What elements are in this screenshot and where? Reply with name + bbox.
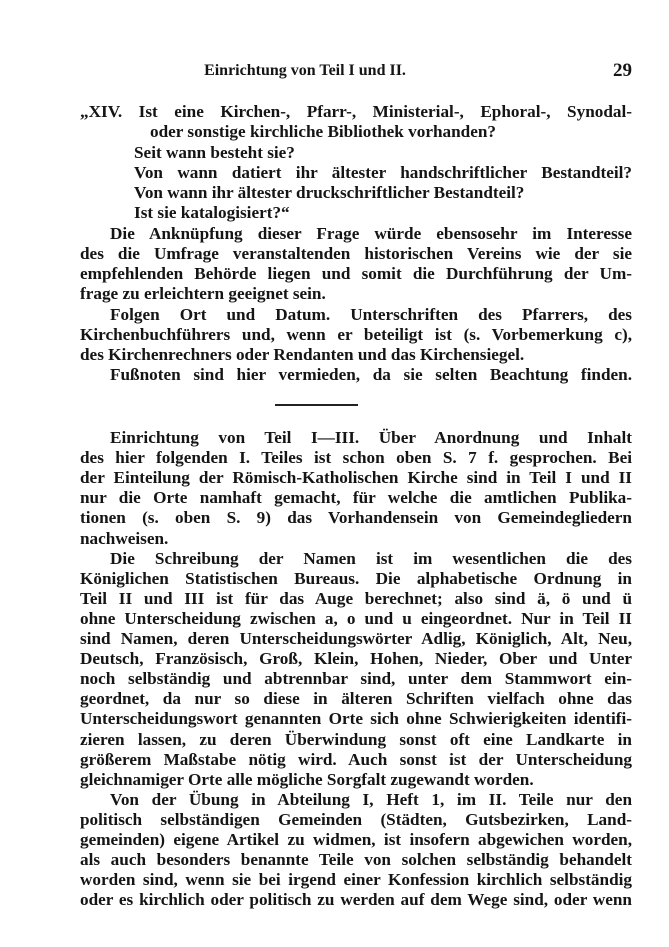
running-title: Einrichtung von Teil I und II. xyxy=(204,62,406,79)
text-line: sind Namen, deren Unterscheidungswörter Adlig, Königlich, Alt, Neu, xyxy=(80,629,632,648)
text-line: zieren lassen, zu deren Überwindung sonst oft eine Landkarte in xyxy=(80,729,632,749)
text-line: Einrichtung von Teil I—III. Über Anordnung und Inhalt xyxy=(110,428,632,447)
text-line: des Kirchenrechners oder Rendanten und das Kirchensiegel. xyxy=(80,345,525,364)
text-line: Teil II und III ist für das Auge berechnet; also sind ä, ö und ü xyxy=(80,588,632,608)
text-line: des die Umfrage veranstaltenden historischen Vereins wie der sie xyxy=(80,243,632,263)
page-number: 29 xyxy=(613,60,632,81)
text-line: Kirchenbuchführers und, wenn er beteiligt ist (s. Vorbemerkung c), xyxy=(80,324,632,344)
text-line: politisch selbständigen Gemeinden (Städten, Gutsbezirken, Land- xyxy=(80,809,632,829)
text-line: Seit wann besteht sie? xyxy=(134,142,295,162)
text-line: Fußnoten sind hier vermieden, da sie selten Beachtung finden. xyxy=(110,365,632,385)
text-line: worden sind, wenn sie bei irgend einer Konfession kirchlich selbständig xyxy=(80,870,632,890)
text-line: nur die Orte namhaft gemacht, für welche die amtlichen Publika- xyxy=(80,488,632,508)
text-line: größerem Maßstabe nötig wird. Auch sonst ist der Unterscheidung xyxy=(80,749,632,769)
text-line: empfehlenden Behörde liegen und somit die Durchführung der Um- xyxy=(80,264,632,283)
text-line: Die Anknüpfung dieser Frage würde ebensosehr im Interesse xyxy=(110,223,632,243)
text-line: geordnet, da nur so diese in älteren Schriften vielfach ohne das xyxy=(80,689,632,709)
text-line: ohne Unterscheidung zwischen a, o und u eingeordnet. Nur in Teil II xyxy=(80,608,632,628)
text-line: oder sonstige kirchliche Bibliothek vorhanden? xyxy=(150,122,497,142)
text-line: des hier folgenden I. Teiles ist schon oben S. 7 f. gesprochen. Bei xyxy=(80,448,632,468)
text-line: Die Schreibung der Namen ist im wesentlichen die des xyxy=(110,548,632,568)
text-line: frage zu erleichtern geeignet sein. xyxy=(80,284,326,304)
text-line: oder es kirchlich oder politisch zu werden auf dem Wege sind, oder wenn xyxy=(80,890,632,910)
text-line: gleichnamiger Orte alle mögliche Sorgfalt zugewandt worden. xyxy=(80,769,534,789)
text-line: Von wann datiert ihr ältester handschriftlicher Bestandteil? xyxy=(134,162,632,182)
text-line: „XIV. Ist eine Kirchen-, Pfarr-, Ministerial-, Ephoral-, Synodal- xyxy=(80,102,632,121)
text-line: Unterscheidungswort genannten Orte sich ohne Schwierigkeiten identifi- xyxy=(80,709,632,729)
text-line: noch selbständig und abtrennbar sind, unter dem Stammwort ein- xyxy=(80,669,632,689)
text-line: der Einteilung der Römisch-Katholischen Kirche sind in Teil I und II xyxy=(80,468,632,488)
text-line: Deutsch, Französisch, Groß, Klein, Hohen, Nieder, Ober und Unter xyxy=(80,649,632,669)
section-divider xyxy=(275,404,358,406)
text-line: Von der Übung in Abteilung I, Heft 1, im II. Teile nur den xyxy=(110,789,632,809)
text-line: Ist sie katalogisiert?“ xyxy=(134,203,290,223)
text-line: als auch besonders benannte Teile von solchen selbständig behandelt xyxy=(80,850,632,870)
text-line: Folgen Ort und Datum. Unterschriften des Pfarrers, des xyxy=(110,304,632,324)
text-line: Königlichen Statistischen Bureaus. Die alphabetische Ordnung in xyxy=(80,568,632,588)
text-line: gemeinden) eigene Artikel zu widmen, ist insofern abgewichen worden, xyxy=(80,830,632,849)
text-line: tionen (s. oben S. 9) das Vorhandensein von Gemeindegliedern xyxy=(80,508,632,528)
text-line: Von wann ihr ältester druckschriftlicher Bestandteil? xyxy=(134,183,525,202)
text-line: nachweisen. xyxy=(80,528,169,548)
